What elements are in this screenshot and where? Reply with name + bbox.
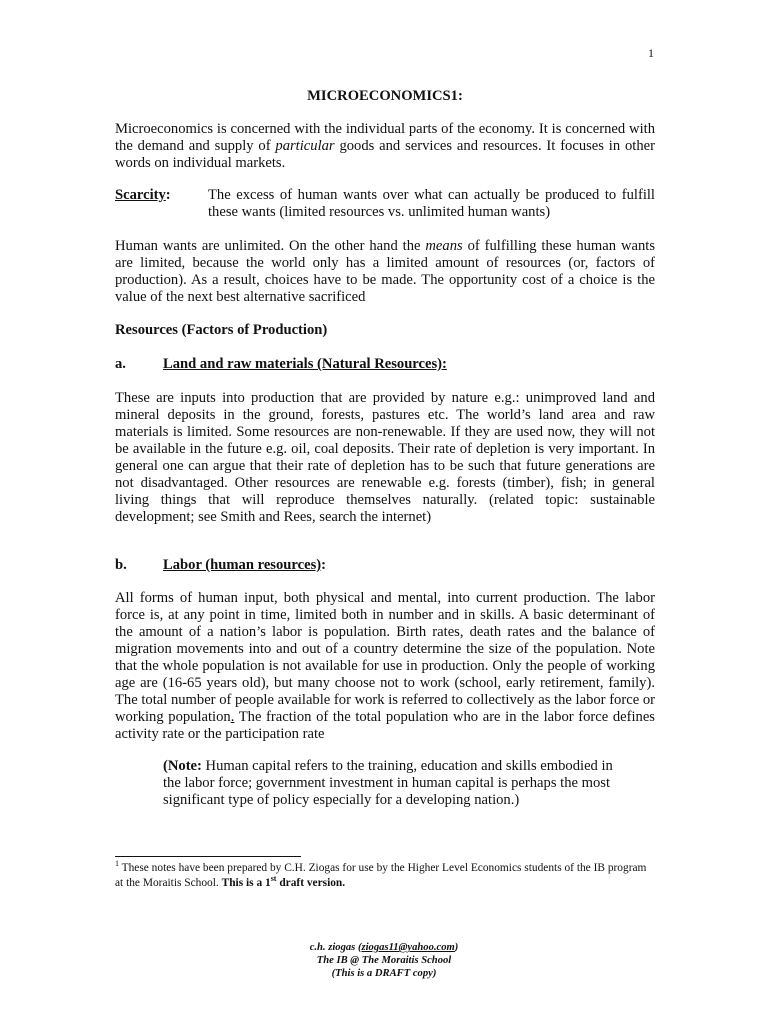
footer-email-link[interactable]: ziogas11@yahoo.com (361, 942, 455, 953)
wants-paragraph: Human wants are unlimited. On the other hand the means of fulfilling these human wants are limited, because the world only has a limited amount of resources (or, factors of production). As a result, choices have to be made. The opportunity cost of a choice is the value of the next best alternative sacrificed (115, 238, 655, 305)
scarcity-term: Scarcity: (115, 187, 171, 203)
resources-heading: Resources (Factors of Production) (115, 322, 328, 338)
footnote-divider (115, 856, 301, 857)
section-b-body: All forms of human input, both physical and mental, into current production. The labor force is, at any point in time, limited both in number and in skills. A basic determinant of the amount of a nation’s labor is population. Birth rates, death rates and the balance of migration movements into and out of a country determine the size of the population. Note that the whole population is not available for use in production. Only the people of working age are (16-65 years old), but many choose not to work (school, early retirement, family). The total number of people available for work is referred to collectively as the labor force or working population. The fraction of the total population who are in the labor force defines activity rate or the participation rate (115, 590, 655, 742)
scarcity-text: The excess of human wants over what can actually be produced to fulfill these wants (limited resources vs. unlimited human wants) (208, 187, 655, 220)
note-paragraph: (Note: Human capital refers to the training, education and skills embodied in the labor force; government investment in human capital is perhaps the most significant type of policy especially for a developing nation.) (163, 758, 613, 808)
page-title: MICROECONOMICS1: (307, 88, 463, 104)
section-a-body: These are inputs into production that are provided by nature e.g.: unimproved land and mineral deposits in the ground, forests, pastures etc. The world’s land area and raw materials is limited. Some resources are non-renewable. If they are used now, they will not be available in the future e.g. oil, coal deposits. Their rate of depletion is very important. In general one can argue that their rate of depletion has to be such that future generations are not disadvantaged. Other resources are renewable e.g. forests (timber), fish; in general living things that will reproduce themselves naturally. (related topic: sustainable development; see Smith and Rees, search the internet) (115, 390, 655, 525)
intro-paragraph: Microeconomics is concerned with the individual parts of the economy. It is concerned with the demand and supply of particular goods and services and resources. It focuses in other words on individual markets. (115, 121, 655, 171)
footer-draft-note: (This is a DRAFT copy) (331, 968, 437, 979)
page-number: 1 (648, 46, 654, 60)
footer-author: c.h. ziogas (ziogas11@yahoo.com) (309, 942, 459, 953)
footer-school: The IB @ The Moraitis School (316, 955, 452, 966)
footnote: $^1$ These notes have been prepared by C.H. Ziogas for use by the Higher Level Economics students of the IB program at the Moraitis School. This is a 1st draft version. (115, 859, 647, 889)
